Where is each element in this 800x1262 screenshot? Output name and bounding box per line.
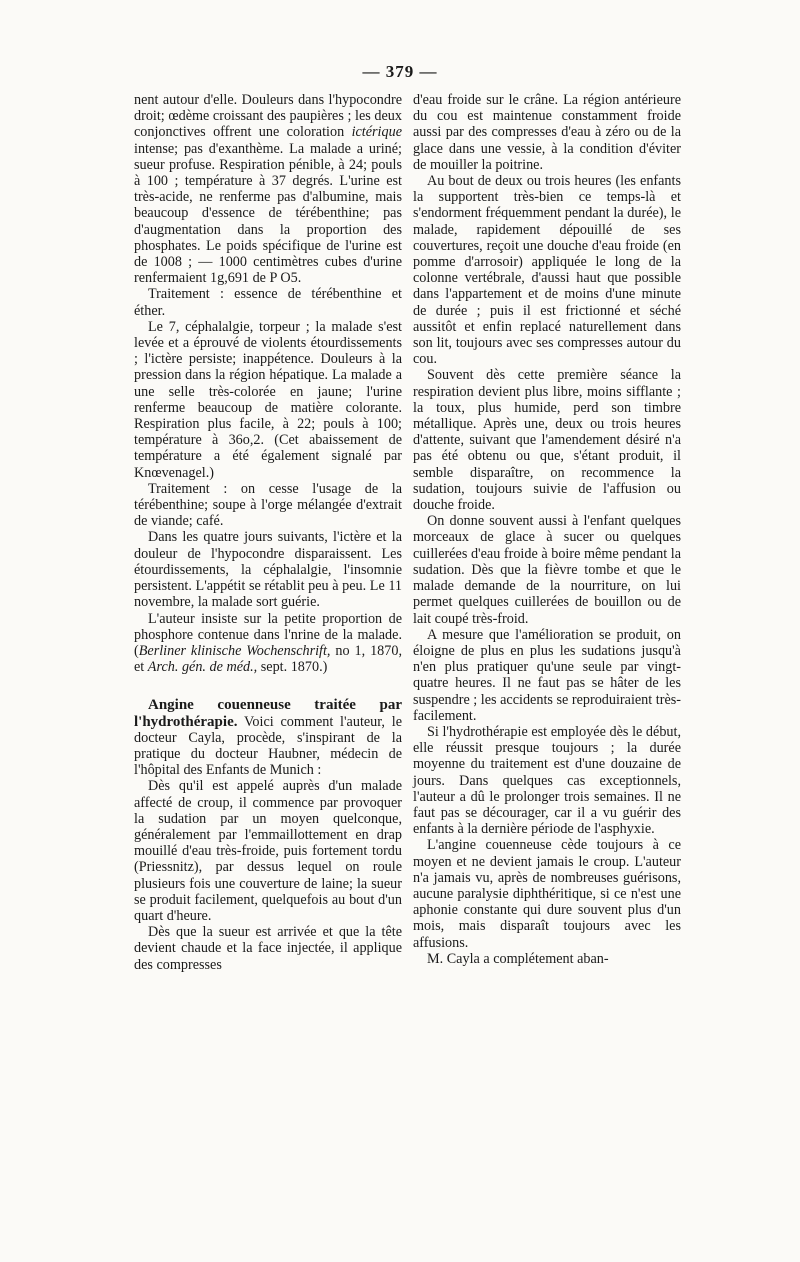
paragraph: On donne souvent aussi à l'enfant quelques morceaux de glace à sucer ou quelques cuillerées d'eau froide à boire même pendant la sudation. Dès que la fièvre tombe et que le malade demande de la nourriture, on lui permet quelques cuillerées de bouillon ou de lait coupé très-froid. — [413, 513, 681, 627]
paragraph: L'angine couenneuse cède toujours à ce moyen et ne devient jamais le croup. L'auteur n'a jamais vu, après de nombreuses guérisons, aucune paralysie diphthéritique, si ce n'est une aphonie constante qui dure souvent plus d'un mois, mais disparaît toujours avec les affusions. — [413, 837, 681, 951]
section-paragraph: Angine couenneuse traitée par l'hydrothérapie. Voici comment l'auteur, le docteur Cayla, procède, s'inspirant de la pratique du docteur Haubner, médecin de l'hôpital des Enfants de Munich : — [134, 697, 402, 779]
paragraph: Dès qu'il est appelé auprès d'un malade affecté de croup, il commence par provoquer la sudation par un moyen quelconque, généralement par l'emmaillottement en drap mouillé d'eau très-froide, puis fortement tordu (Priessnitz), par dessus lequel on roule plusieurs fois une couverture de laine; la sueur se produit facilement, quelquefois au bout d'un quart d'heure. — [134, 778, 402, 924]
paragraph: Traitement : essence de térébenthine et éther. — [134, 286, 402, 319]
paragraph: Au bout de deux ou trois heures (les enfants la supportent très-bien ce temps-là et s'endorment fréquemment pendant la durée), le malade, rapidement dépouillé de ses couvertures, reçoit une douche d'eau froide (en pomme d'arrosoir) appliquée le long de la colonne vertébrale, d'aussi haut que possible dans l'appartement et de moins d'une minute de durée ; puis il est frictionné et séché aussitôt et enfin replacé naturellement dans son lit, toujours avec ses compresses autour du cou. — [413, 173, 681, 368]
paragraph: Dans les quatre jours suivants, l'ictère et la douleur de l'hypocondre disparaissent. Les étourdissements, la céphalalgie, l'insomnie persistent. L'appétit se rétablit peu à peu. Le 11 novembre, la malade sort guérie. — [134, 529, 402, 611]
paragraph: Souvent dès cette première séance la respiration devient plus libre, moins sifflante ; la toux, plus humide, perd son timbre métallique. Après une, deux ou trois heures d'attente, suivant que l'amendement désiré n'a pas été obtenu ou que, s'étant produit, il semble disparaître, on recommence la sudation, toujours suivie de l'affusion ou douche froide. — [413, 367, 681, 514]
section-heading: Angine couenneuse traitée par l'hydrothérapie. — [134, 697, 402, 730]
paragraph: d'eau froide sur le crâne. La région antérieure du cou est maintenue constamment froide aussi par des compresses d'eau à zéro ou de la glace dans une vessie, à la condition d'éviter de mouiller la poitrine. — [413, 92, 681, 173]
paragraph: Si l'hydrothérapie est employée dès le début, elle réussit presque toujours ; la durée moyenne du traitement est d'une douzaine de jours. Dans quelques cas exceptionnels, l'auteur a dû le prolonger trois semaines. Il ne faut pas se décourager, car il a vu guérir des enfants à la dernière période de l'asphyxie. — [413, 723, 681, 838]
paragraph: M. Cayla a complétement aban- — [427, 950, 609, 967]
page-number: — 379 — — [362, 62, 438, 81]
paragraph: Le 7, céphalalgie, torpeur ; la malade s'est levée et a éprouvé de violents étourdissements ; l'ictère persiste; inappétence. Douleurs à la pression dans la région hépatique. La malade a une selle très-colorée en jaune; l'urine renferme beaucoup de matière colorante. Respiration plus facile, à 22; pouls à 100; température à 36o,2. (Cet abaissement de température a été également signalé par Knœvenagel.) — [134, 318, 402, 481]
left-column — [134, 92, 402, 973]
paragraph: A mesure que l'amélioration se produit, on éloigne de plus en plus les sudations jusqu'à n'en plus pratiquer qu'une seule par vingt-quatre heures. Il ne faut pas se hâter de les suspendre ; les accidents se reproduiraient très-facilement. — [413, 626, 681, 724]
paragraph: nent autour d'elle. Douleurs dans l'hypocondre droit; œdème croissant des paupières ; les deux conjonctives offrent une coloration ictérique intense; pas d'exanthème. La malade a uriné; sueur profuse. Respiration pénible, à 24; pouls à 100 ; température à 37 degrés. L'urine est très-acide, ne renferme pas d'albumine, mais beaucoup d'essence de térébenthine; pas d'augmentation dans la proportion des phosphates. Le poids spécifique de l'urine est de 1008 ; — 1000 centimètres cubes d'urine renfermaient 1g,691 de P O5. — [134, 92, 402, 287]
paragraph: Traitement : on cesse l'usage de la térébenthine; soupe à l'orge mélangée d'extrait de viande; café. — [134, 480, 402, 530]
paragraph: L'auteur insiste sur la petite proportion de phosphore contenue dans l'nrine de la malade. (Berliner klinische Wochenschrift, no 1, 1870, et Arch. gén. de méd., sept. 1870.) — [134, 610, 402, 676]
right-column — [413, 92, 681, 967]
paragraph: Dès que la sueur est arrivée et que la tête devient chaude et la face injectée, il applique des compresses — [134, 924, 402, 973]
